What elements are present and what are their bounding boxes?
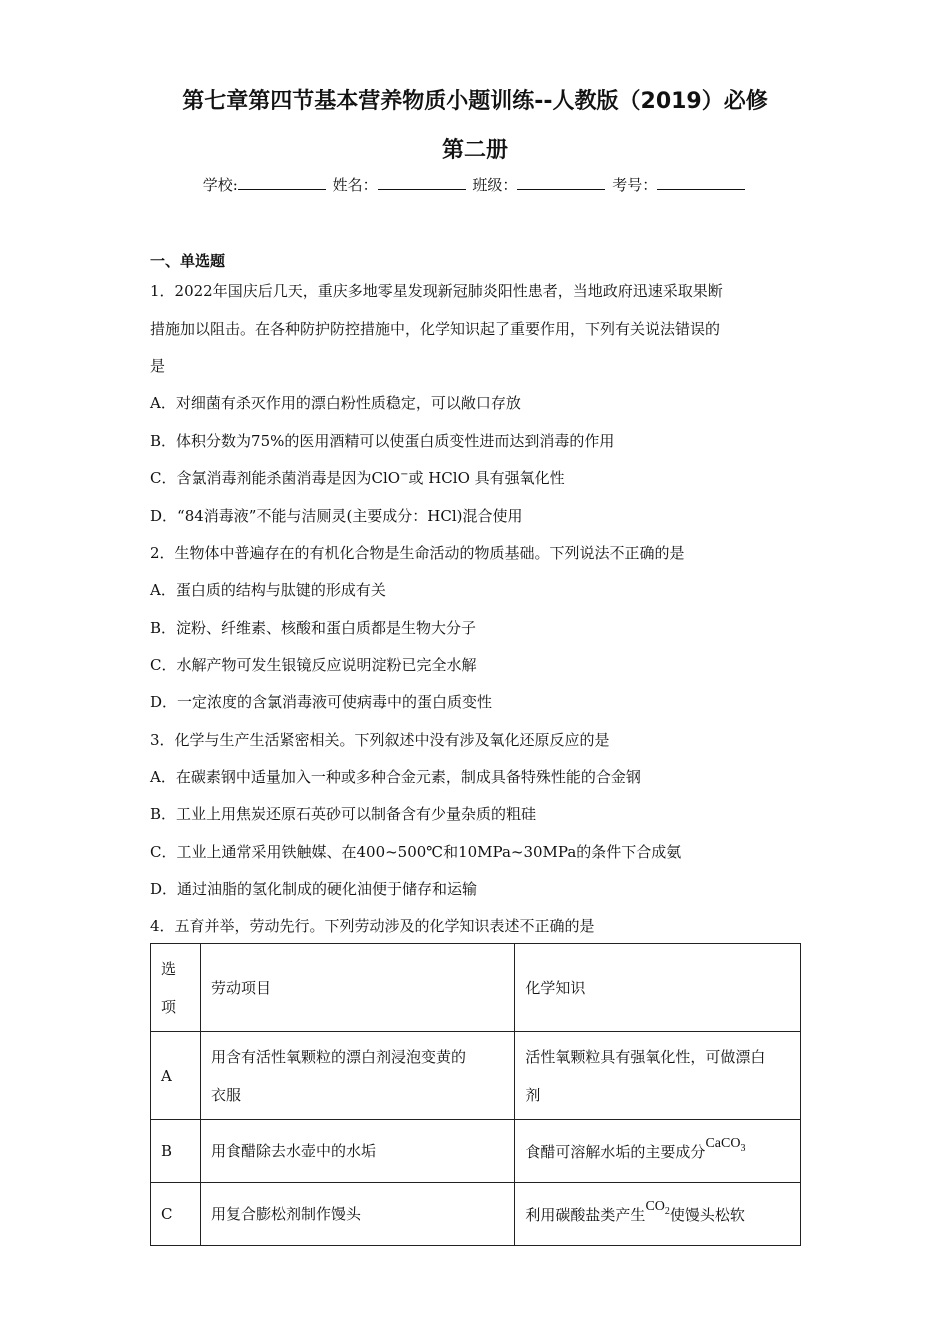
q4-stem: 4．五育并举，劳动先行。下列劳动涉及的化学知识表述不正确的是 — [150, 917, 595, 935]
table-row — [151, 1032, 801, 1120]
table-header-row — [151, 944, 801, 1032]
header-option-cell — [151, 944, 201, 1032]
q3-stem: 3．化学与生产生活紧密相关。下列叙述中没有涉及氧化还原反应的是 — [150, 731, 610, 749]
formula-main: CO — [645, 1198, 665, 1214]
row-a-knowledge-line1: 活性氧颗粒具有强氧化性，可做漂白 — [525, 1047, 766, 1066]
row-a-task-line2: 衣服 — [210, 1085, 241, 1104]
row-c-task: 用复合膨松剂制作馒头 — [200, 1183, 514, 1246]
row-c-option: C — [151, 1183, 201, 1246]
q1-option-c-sup: − — [400, 469, 409, 480]
school-label: 学校: — [202, 176, 238, 194]
class-label: 班级： — [472, 176, 518, 194]
q1-option-b: B．体积分数为75%的医用酒精可以使蛋白质变性进而达到消毒的作用 — [150, 432, 615, 450]
row-b-formula — [705, 1135, 746, 1154]
section-title: 一、单选题 — [150, 252, 226, 270]
q3-option-d: D．通过油脂的氢化制成的硬化油便于储存和运输 — [150, 880, 478, 898]
row-c-knowledge-post: 使馒头松软 — [669, 1205, 745, 1224]
row-a-task — [200, 1032, 514, 1120]
row-b-knowledge-text: 食醋可溶解水垢的主要成分 — [525, 1142, 706, 1161]
name-label: 姓名： — [332, 176, 378, 194]
row-b-option: B — [151, 1120, 201, 1183]
exam-number-blank[interactable] — [657, 175, 745, 190]
q1-stem-line1: 1．2022年国庆后几天，重庆多地零星发现新冠肺炎阳性患者，当地政府迅速采取果断 — [150, 282, 723, 300]
formula-sub: 2 — [664, 1205, 670, 1217]
header-knowledge-cell: 化学知识 — [515, 944, 801, 1032]
q1-option-c — [150, 467, 810, 488]
row-c-formula — [645, 1198, 670, 1217]
q3-option-a: A．在碳素钢中适量加入一种或多种合金元素，制成具备特殊性能的合金钢 — [150, 768, 641, 786]
formula-sub: 3 — [740, 1142, 746, 1154]
document-title-line2: 第二册 — [441, 138, 508, 163]
header-task-cell: 劳动项目 — [200, 944, 514, 1032]
q2-option-a: A．蛋白质的结构与肽键的形成有关 — [150, 581, 386, 599]
school-blank[interactable] — [238, 175, 326, 190]
q1-option-d: D．“84消毒液”不能与洁厕灵(主要成分：HCl)混合使用 — [150, 507, 523, 525]
document-title-line1: 第七章第四节基本营养物质小题训练--人教版（2019）必修 — [182, 89, 768, 114]
q3-option-b: B．工业上用焦炭还原石英砂可以制备含有少量杂质的粗硅 — [150, 805, 537, 823]
row-c-knowledge-text: 利用碳酸盐类产生 — [525, 1205, 646, 1224]
q2-option-d: D．一定浓度的含氯消毒液可使病毒中的蛋白质变性 — [150, 693, 493, 711]
row-c-knowledge — [515, 1183, 801, 1246]
student-info-fields — [0, 174, 950, 195]
name-blank[interactable] — [378, 175, 466, 190]
q4-table — [150, 943, 801, 1246]
row-a-knowledge — [515, 1032, 801, 1120]
header-option-line2: 项 — [161, 997, 177, 1016]
q1-option-c-post: 或 HClO 具有强氧化性 — [408, 469, 565, 487]
q1-stem-line3: 是 — [150, 357, 166, 375]
row-a-knowledge-line2: 剂 — [525, 1085, 541, 1104]
formula-main: CaCO — [705, 1135, 741, 1151]
class-blank[interactable] — [517, 175, 605, 190]
table-row — [151, 1120, 801, 1183]
header-option-line1: 选 — [161, 959, 177, 978]
q2-option-c: C．水解产物可发生银镜反应说明淀粉已完全水解 — [150, 656, 477, 674]
row-a-option: A — [151, 1032, 201, 1120]
row-b-task: 用食醋除去水壶中的水垢 — [200, 1120, 514, 1183]
q3-option-c: C．工业上通常采用铁触媒、在400~500℃和10MPa~30MPa的条件下合成氨 — [150, 843, 682, 861]
q2-stem: 2．生物体中普遍存在的有机化合物是生命活动的物质基础。下列说法不正确的是 — [150, 544, 685, 562]
exam-number-label: 考号： — [612, 176, 658, 194]
row-b-knowledge — [515, 1120, 801, 1183]
q1-stem-line2: 措施加以阻击。在各种防护防控措施中，化学知识起了重要作用，下列有关说法错误的 — [150, 320, 721, 338]
row-a-task-line1: 用含有活性氧颗粒的漂白剂浸泡变黄的 — [210, 1047, 466, 1066]
q1-option-a: A．对细菌有杀灭作用的漂白粉性质稳定，可以敞口存放 — [150, 394, 521, 412]
q2-option-b: B．淀粉、纤维素、核酸和蛋白质都是生物大分子 — [150, 619, 477, 637]
table-row — [151, 1183, 801, 1246]
q1-option-c-pre: C．含氯消毒剂能杀菌消毒是因为ClO — [150, 469, 401, 487]
